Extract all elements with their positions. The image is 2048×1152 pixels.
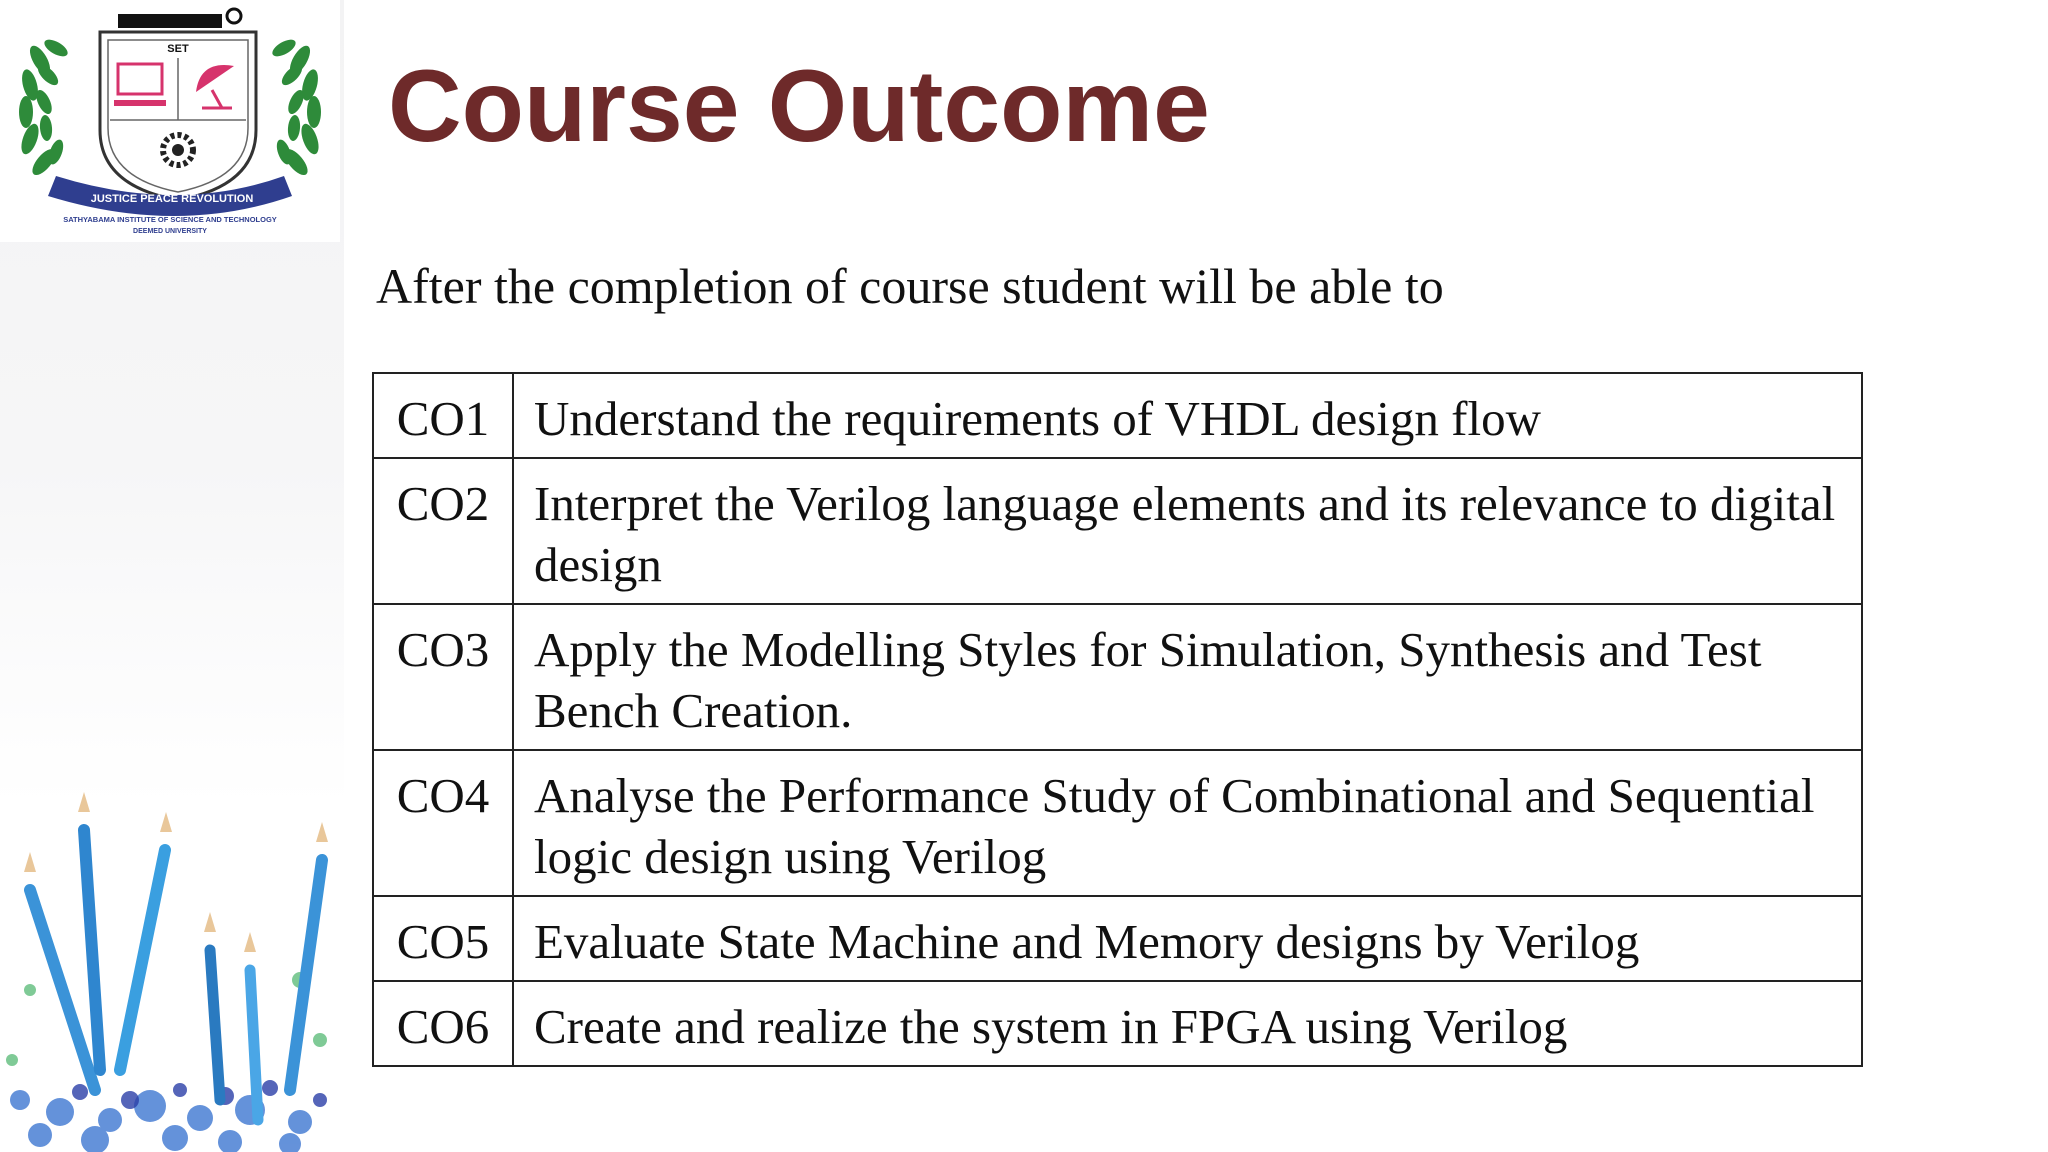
outcome-description: Apply the Modelling Styles for Simulation, Synthesis and Test Bench Creation. — [513, 604, 1862, 750]
table-row — [373, 458, 1862, 604]
svg-text:SATHYABAMA INSTITUTE OF SCIENC: SATHYABAMA INSTITUTE OF SCIENCE AND TECHNOLOGY — [63, 215, 277, 224]
outcome-description: Interpret the Verilog language elements and its relevance to digital design — [513, 458, 1862, 604]
outcome-code: CO2 — [373, 458, 513, 604]
outcome-code: CO6 — [373, 981, 513, 1066]
logo-emblem-icon — [0, 0, 340, 242]
svg-text:DEEMED UNIVERSITY: DEEMED UNIVERSITY — [133, 228, 207, 235]
mortarboard-icon — [118, 14, 222, 28]
wreath-left-icon — [18, 36, 70, 178]
outcome-description: Create and realize the system in FPGA using Verilog — [513, 981, 1862, 1066]
outcome-description: Analyse the Performance Study of Combinational and Sequential logic design using Verilog — [513, 750, 1862, 896]
wreath-right-icon — [270, 36, 322, 178]
pencils-image — [0, 740, 344, 1152]
outcome-code: CO5 — [373, 896, 513, 981]
institution-logo — [0, 0, 340, 242]
course-outcomes-table — [372, 372, 1863, 1067]
table-row — [373, 373, 1862, 458]
table-row — [373, 750, 1862, 896]
svg-text:SET: SET — [167, 43, 189, 55]
pencils-icon — [0, 740, 344, 1152]
table-row — [373, 604, 1862, 750]
outcome-description: Evaluate State Machine and Memory designs by Verilog — [513, 896, 1862, 981]
table-row — [373, 896, 1862, 981]
intro-text: After the completion of course student will be able to — [376, 258, 1444, 314]
svg-text:JUSTICE PEACE REVOLUTION: JUSTICE PEACE REVOLUTION — [90, 193, 254, 205]
slide-title: Course Outcome — [388, 49, 1210, 163]
outcome-code: CO4 — [373, 750, 513, 896]
outcome-description: Understand the requirements of VHDL design flow — [513, 373, 1862, 458]
table-row — [373, 981, 1862, 1066]
outcome-code: CO3 — [373, 604, 513, 750]
outcome-code: CO1 — [373, 373, 513, 458]
